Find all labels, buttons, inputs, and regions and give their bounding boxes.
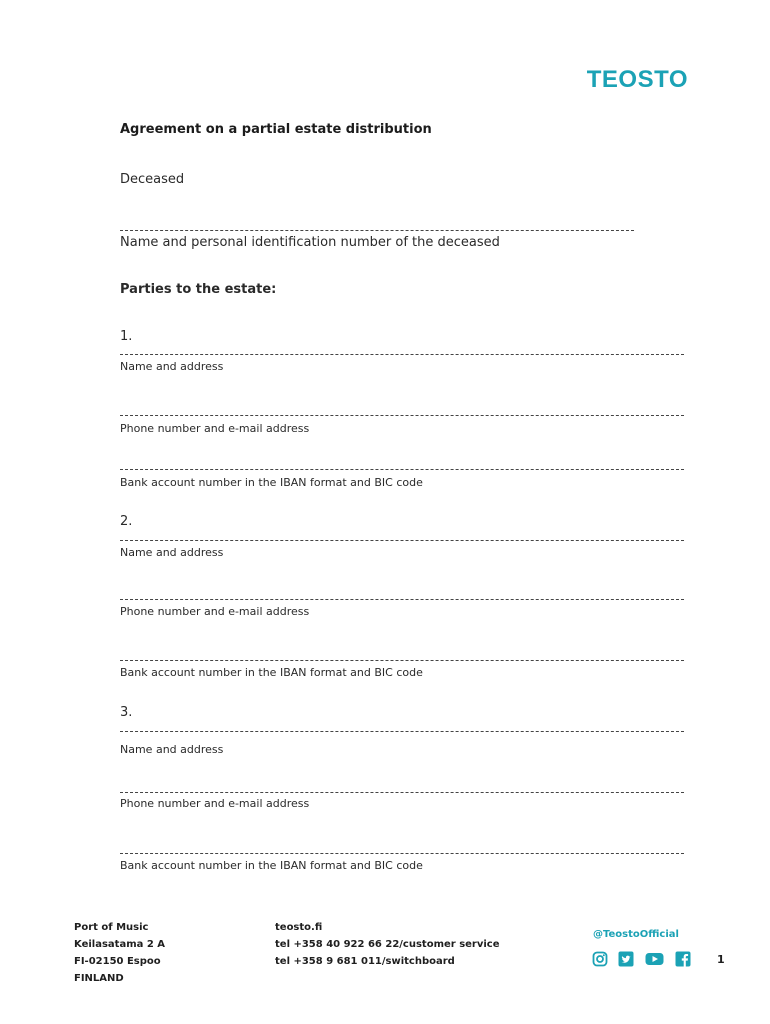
party-3-name-line[interactable] (120, 731, 684, 732)
party-2-bank-line[interactable] (120, 660, 684, 661)
party-2-bank-caption: Bank account number in the IBAN format and BIC code (120, 666, 423, 679)
deceased-caption: Name and personal identification number of the deceased (120, 235, 500, 250)
party-1-phone-line[interactable] (120, 415, 684, 416)
footer-website-link[interactable]: teosto.fi (275, 922, 323, 933)
party-3-bank-caption: Bank account number in the IBAN format and BIC code (120, 859, 423, 872)
footer-address-line: FI-02150 Espoo (74, 956, 161, 967)
footer-phone-customer-service: tel +358 40 922 66 22/customer service (275, 939, 500, 950)
party-2-phone-line[interactable] (120, 599, 684, 600)
party-2-name-line[interactable] (120, 540, 684, 541)
document-title: Agreement on a partial estate distribution (120, 122, 432, 137)
party-1-bank-caption: Bank account number in the IBAN format and BIC code (120, 476, 423, 489)
instagram-icon[interactable] (592, 951, 608, 967)
footer-address-line: FINLAND (74, 973, 124, 984)
footer-address (74, 919, 165, 987)
parties-heading: Parties to the estate: (120, 282, 277, 297)
party-1-phone-caption: Phone number and e-mail address (120, 422, 310, 435)
social-handle[interactable]: @TeostoOfficial (593, 929, 679, 940)
footer-address-line: Port of Music (74, 922, 149, 933)
footer-address-line: Keilasatama 2 A (74, 939, 166, 950)
party-3-number: 3. (120, 705, 133, 720)
footer-phone-switchboard: tel +358 9 681 011/switchboard (275, 956, 455, 967)
party-2-name-caption: Name and address (120, 546, 224, 559)
footer-contact (275, 919, 500, 970)
party-3-bank-line[interactable] (120, 853, 684, 854)
twitter-icon[interactable] (618, 951, 634, 967)
page-number: 1 (717, 953, 725, 966)
party-1-name-line[interactable] (120, 354, 684, 355)
party-3-phone-line[interactable] (120, 792, 684, 793)
deceased-input-line[interactable] (120, 230, 634, 231)
party-1-number: 1. (120, 329, 133, 344)
party-1-bank-line[interactable] (120, 469, 684, 470)
party-2-number: 2. (120, 514, 133, 529)
teosto-logo: TEOSTO (586, 66, 688, 93)
party-1-name-caption: Name and address (120, 360, 224, 373)
party-3-name-caption: Name and address (120, 743, 224, 756)
youtube-icon[interactable] (645, 951, 664, 967)
party-3-phone-caption: Phone number and e-mail address (120, 797, 310, 810)
party-2-phone-caption: Phone number and e-mail address (120, 605, 310, 618)
deceased-heading: Deceased (120, 172, 185, 187)
facebook-icon[interactable] (675, 951, 691, 967)
